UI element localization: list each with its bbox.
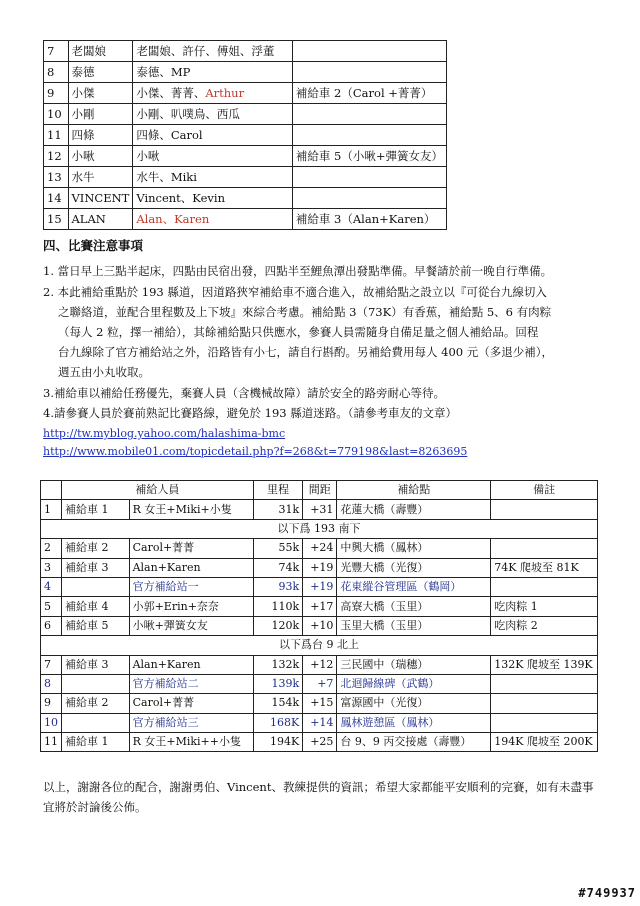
supply-interval: +25 xyxy=(303,733,337,752)
supply-interval: +17 xyxy=(303,597,337,616)
supply-interval: +24 xyxy=(303,539,337,558)
roster-row xyxy=(44,167,447,188)
supply-row xyxy=(41,500,598,519)
header-distance: 里程 xyxy=(253,481,302,500)
roster-leader: 四條 xyxy=(68,125,133,146)
supply-car xyxy=(62,674,130,693)
roster-leader: 小傑 xyxy=(68,83,133,104)
supply-note xyxy=(491,500,598,519)
supply-note: 吃肉粽 2 xyxy=(491,616,598,635)
supply-row xyxy=(41,616,598,635)
roster-number: 11 xyxy=(44,125,69,146)
roster-support-car xyxy=(292,167,446,188)
supply-row xyxy=(41,674,598,693)
roster-number: 8 xyxy=(44,62,69,83)
route-divider-row xyxy=(41,519,598,538)
supply-car: 補給車 5 xyxy=(62,616,130,635)
supply-distance: 168K xyxy=(253,713,302,732)
roster-row xyxy=(44,62,447,83)
roster-members: 老闆娘、許仔、傅姐、浮董 xyxy=(133,41,293,62)
roster-number: 10 xyxy=(44,104,69,125)
header-blank xyxy=(41,481,62,500)
supply-note xyxy=(491,577,598,596)
supply-row xyxy=(41,733,598,752)
notice-item-4: 4.請參賽人員於賽前熟記比賽路線，避免於 193 縣道迷路。（請參考車友的文章） xyxy=(43,406,457,420)
supply-car: 補給車 3 xyxy=(62,655,130,674)
supply-distance: 139k xyxy=(253,674,302,693)
supply-point: 光豐大橋（光復） xyxy=(337,558,491,577)
supply-car: 補給車 1 xyxy=(62,733,130,752)
notice-item-3: 3.補給車以補給任務優先，棄賽人員（含機械故障）請於安全的路旁耐心等待。 xyxy=(43,386,445,400)
supply-row xyxy=(41,655,598,674)
supply-note xyxy=(491,539,598,558)
roster-leader: VINCENT xyxy=(68,188,133,209)
roster-row xyxy=(44,125,447,146)
reference-link-1[interactable]: http://tw.myblog.yahoo.com/halashima-bmc xyxy=(43,427,286,440)
roster-support-car xyxy=(292,188,446,209)
route-divider-row xyxy=(41,636,598,655)
supply-row xyxy=(41,597,598,616)
supply-point: 台 9、9 丙交接處（壽豐） xyxy=(337,733,491,752)
route-divider: 以下爲 193 南下 xyxy=(41,519,598,538)
section-title: 四、比賽注意事項 xyxy=(43,238,144,253)
supply-number: 5 xyxy=(41,597,62,616)
supply-car xyxy=(62,713,130,732)
supply-car: 補給車 4 xyxy=(62,597,130,616)
supply-number: 6 xyxy=(41,616,62,635)
supply-row xyxy=(41,694,598,713)
roster-members xyxy=(133,209,293,230)
supply-point: 高寮大橋（玉里） xyxy=(337,597,491,616)
supply-row xyxy=(41,558,598,577)
supply-interval: +12 xyxy=(303,655,337,674)
roster-row xyxy=(44,188,447,209)
supply-number: 9 xyxy=(41,694,62,713)
supply-number: 4 xyxy=(41,577,62,596)
supply-point: 北迴歸線碑（武鶴） xyxy=(337,674,491,693)
notice-item-2-line1: 2. 本此補給重點於 193 縣道，因道路狹窄補給車不適合進入，故補給點之設立以『可從台九線切入 xyxy=(43,285,547,299)
supply-note: 74K 爬坡至 81K xyxy=(491,558,598,577)
supply-note xyxy=(491,674,598,693)
roster-number: 15 xyxy=(44,209,69,230)
supply-distance: 154k xyxy=(253,694,302,713)
closing-note: 以上，謝謝各位的配合，謝謝勇伯、Vincent、教練提供的資訊；希望大家都能平安順利的完賽，如有未盡事宜將於討論後公佈。 xyxy=(43,780,594,814)
notice-item-2-line2: 之聯絡道，並配合里程數及上下坡』來綜合考慮。補給點 3（73K）有香蕉，補給點 5、6 有肉粽 xyxy=(58,305,552,319)
supply-distance: 194K xyxy=(253,733,302,752)
supply-note: 132K 爬坡至 139K xyxy=(491,655,598,674)
roster-row xyxy=(44,41,447,62)
supply-point: 富源國中（光復） xyxy=(337,694,491,713)
roster-row xyxy=(44,83,447,104)
reference-link-2[interactable]: http://www.mobile01.com/topicdetail.php?f=268&t=779198&last=8263695 xyxy=(43,445,468,458)
header-note: 備註 xyxy=(491,481,598,500)
supply-staff: Alan+Karen xyxy=(129,655,253,674)
roster-row xyxy=(44,104,447,125)
supply-distance: 110k xyxy=(253,597,302,616)
supply-distance: 31k xyxy=(253,500,302,519)
roster-number: 7 xyxy=(44,41,69,62)
roster-number: 9 xyxy=(44,83,69,104)
notice-item-2-line3: （每人 2 粒，擇一補給），其餘補給點只供應水，參賽人員需隨身自備足量之個人補給品。回程 xyxy=(58,325,539,339)
notice-item-2-line4: 台九線除了官方補給站之外，沿路皆有小七，請自行斟酌。另補給費用每人 400 元（多退少補）， xyxy=(58,345,554,359)
header-point: 補給點 xyxy=(337,481,491,500)
supply-number: 8 xyxy=(41,674,62,693)
document-id-stamp: #749937 xyxy=(578,886,636,900)
header-interval: 間距 xyxy=(303,481,337,500)
supply-row xyxy=(41,539,598,558)
supply-interval: +19 xyxy=(303,558,337,577)
roster-support-car: 補給車 2（Carol +菁菁） xyxy=(292,83,446,104)
supply-number: 1 xyxy=(41,500,62,519)
supply-staff: 官方補給站二 xyxy=(129,674,253,693)
roster-support-car xyxy=(292,62,446,83)
roster-leader: 老闆娘 xyxy=(68,41,133,62)
supply-staff: R 女王+Miki+小隻 xyxy=(129,500,253,519)
supply-staff: 小郭+Erin+奈奈 xyxy=(129,597,253,616)
roster-row xyxy=(44,209,447,230)
supply-interval: +31 xyxy=(303,500,337,519)
route-divider: 以下爲台 9 北上 xyxy=(41,636,598,655)
notice-item-2-line5: 週五由小丸收取。 xyxy=(58,365,150,379)
supply-car: 補給車 2 xyxy=(62,539,130,558)
supply-point: 玉里大橋（玉里） xyxy=(337,616,491,635)
roster-number: 13 xyxy=(44,167,69,188)
supply-header-row xyxy=(41,481,598,500)
roster-members: 水牛、Miki xyxy=(133,167,293,188)
supply-table xyxy=(40,480,598,752)
highlighted-member: Alan、Karen xyxy=(136,212,210,226)
supply-interval: +10 xyxy=(303,616,337,635)
supply-number: 7 xyxy=(41,655,62,674)
highlighted-member: Arthur xyxy=(205,86,245,100)
roster-leader: 水牛 xyxy=(68,167,133,188)
supply-point: 花東縱谷管理區（鶴岡） xyxy=(337,577,491,596)
roster-support-car xyxy=(292,125,446,146)
supply-staff: Carol+菁菁 xyxy=(129,694,253,713)
supply-staff: 官方補給站三 xyxy=(129,713,253,732)
roster-members: 四條、Carol xyxy=(133,125,293,146)
supply-interval: +15 xyxy=(303,694,337,713)
supply-number: 2 xyxy=(41,539,62,558)
supply-point: 中興大橋（鳳林） xyxy=(337,539,491,558)
supply-interval: +7 xyxy=(303,674,337,693)
roster-table xyxy=(43,40,447,230)
roster-leader: ALAN xyxy=(68,209,133,230)
supply-car: 補給車 1 xyxy=(62,500,130,519)
roster-number: 12 xyxy=(44,146,69,167)
supply-staff: R 女王+Miki++小隻 xyxy=(129,733,253,752)
roster-support-car xyxy=(292,104,446,125)
supply-staff: Carol+菁菁 xyxy=(129,539,253,558)
supply-car: 補給車 3 xyxy=(62,558,130,577)
roster-support-car: 補給車 5（小啾+彈簧女友） xyxy=(292,146,446,167)
roster-support-car xyxy=(292,41,446,62)
supply-distance: 120k xyxy=(253,616,302,635)
notice-item-1: 1. 當日早上三點半起床，四點由民宿出發，四點半至鯉魚潭出發點準備。早餐請於前一晚自行準備。 xyxy=(43,264,553,278)
roster-members: 小啾 xyxy=(133,146,293,167)
supply-distance: 93k xyxy=(253,577,302,596)
supply-number: 10 xyxy=(41,713,62,732)
supply-staff: 小啾+彈簧女友 xyxy=(129,616,253,635)
supply-note: 194K 爬坡至 200K xyxy=(491,733,598,752)
roster-number: 14 xyxy=(44,188,69,209)
supply-row xyxy=(41,577,598,596)
roster-members: 泰德、MP xyxy=(133,62,293,83)
supply-interval: +14 xyxy=(303,713,337,732)
supply-distance: 132k xyxy=(253,655,302,674)
roster-members: Vincent、Kevin xyxy=(133,188,293,209)
roster-leader: 泰德 xyxy=(68,62,133,83)
supply-note xyxy=(491,713,598,732)
supply-staff: 官方補給站一 xyxy=(129,577,253,596)
supply-staff: Alan+Karen xyxy=(129,558,253,577)
supply-car: 補給車 2 xyxy=(62,694,130,713)
header-staff: 補給人員 xyxy=(62,481,254,500)
roster-members: 小傑、菁菁、Arthur xyxy=(133,83,293,104)
supply-car xyxy=(62,577,130,596)
supply-row xyxy=(41,713,598,732)
supply-note: 吃肉粽 1 xyxy=(491,597,598,616)
supply-distance: 55k xyxy=(253,539,302,558)
roster-row xyxy=(44,146,447,167)
supply-point: 鳳林遊憩區（鳳林） xyxy=(337,713,491,732)
roster-leader: 小剛 xyxy=(68,104,133,125)
supply-number: 3 xyxy=(41,558,62,577)
supply-point: 三民國中（瑞穗） xyxy=(337,655,491,674)
supply-point: 花蓮大橋（壽豐） xyxy=(337,500,491,519)
roster-members: 小剛、叭噗鳥、西瓜 xyxy=(133,104,293,125)
supply-interval: +19 xyxy=(303,577,337,596)
supply-number: 11 xyxy=(41,733,62,752)
roster-leader: 小啾 xyxy=(68,146,133,167)
supply-note xyxy=(491,694,598,713)
roster-support-car: 補給車 3（Alan+Karen） xyxy=(292,209,446,230)
supply-distance: 74k xyxy=(253,558,302,577)
